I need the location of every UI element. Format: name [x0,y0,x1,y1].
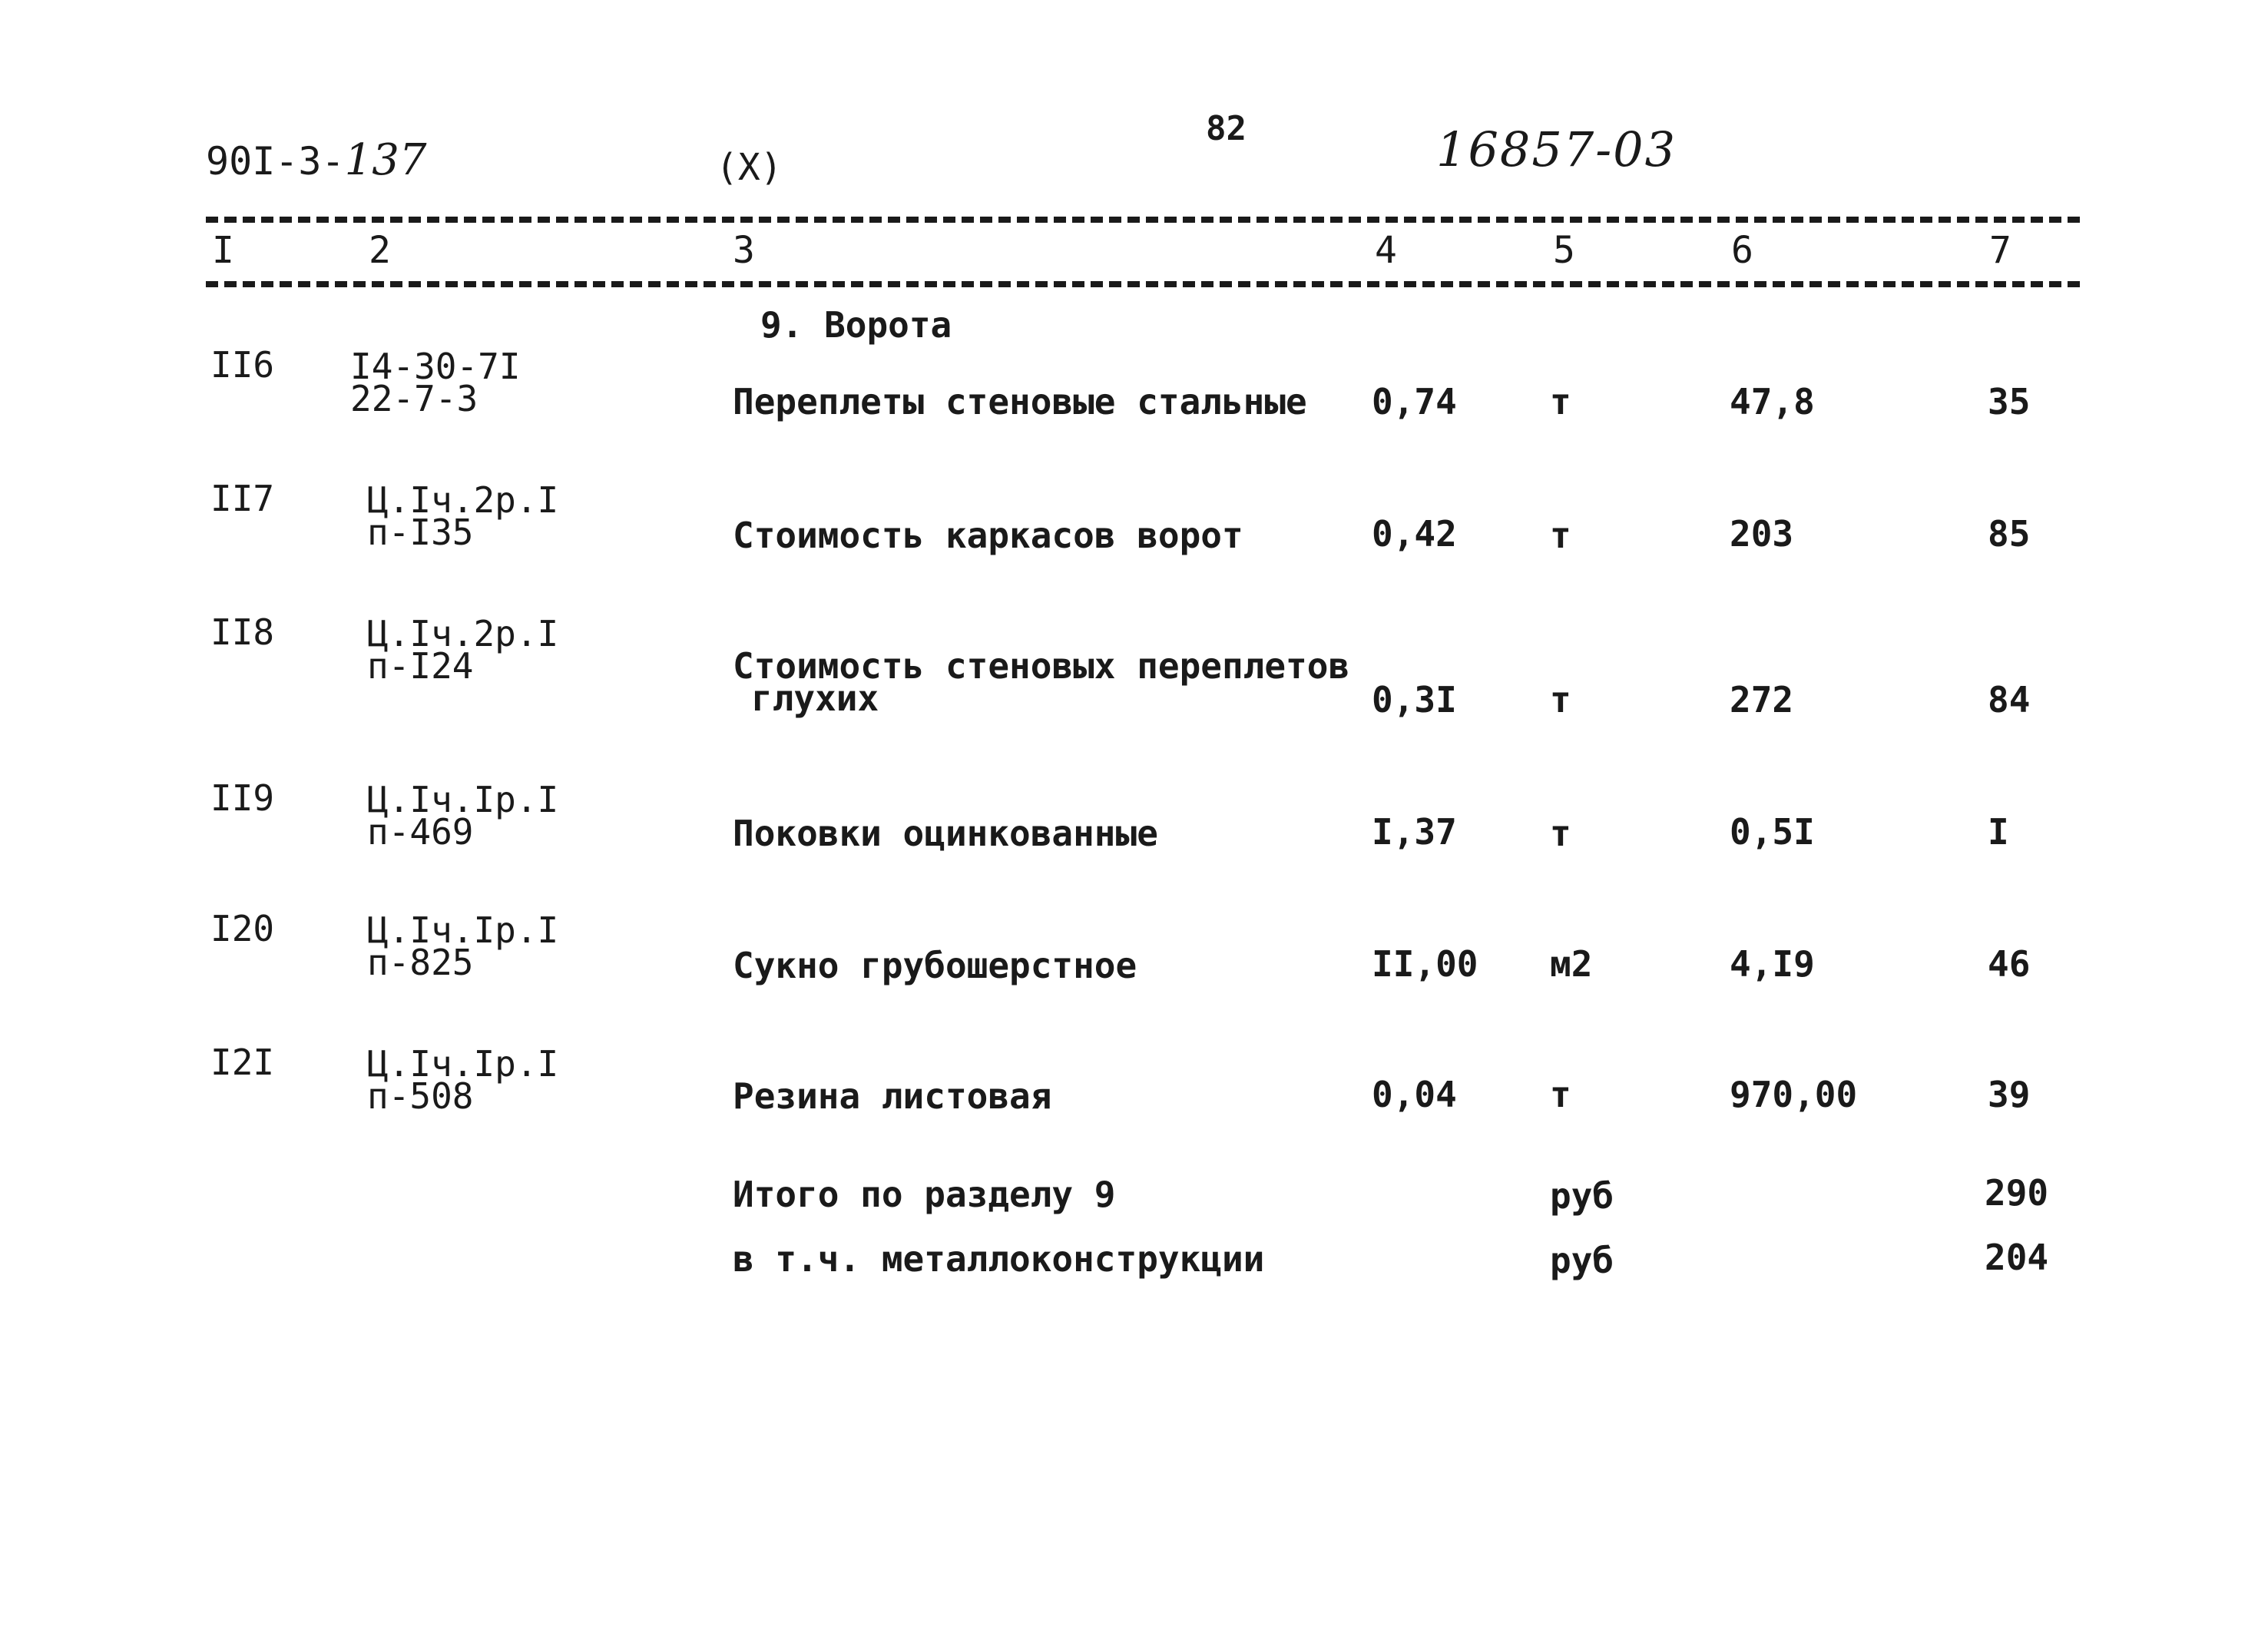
row-quantity: 0,04 [1372,1074,1457,1115]
row-unit: т [1550,515,1571,556]
row-number: II9 [210,777,275,819]
total-label: Итого по разделу 9 [733,1174,1116,1215]
row-number: II7 [210,478,275,519]
document-code-printed: 90I-3- [206,139,345,184]
dashed-rule-bottom [206,281,2080,287]
row-price: 970,00 [1730,1074,1858,1115]
row-unit: т [1550,813,1571,854]
row-number: I20 [210,908,275,949]
row-name [733,645,1350,719]
total-unit: руб [1550,1240,1614,1281]
total-unit: руб [1550,1175,1614,1217]
handwritten-number: 16857-03 [1436,121,1677,177]
row-price: 47,8 [1730,381,1815,422]
row-reference [367,909,559,983]
row-name: Поковки оцинкованные [733,813,1158,854]
column-number-2: 2 [369,229,391,272]
row-price: 4,I9 [1730,943,1815,985]
row-quantity: II,00 [1372,943,1478,985]
row-unit: м2 [1550,943,1593,985]
row-quantity: 0,74 [1372,381,1457,422]
row-cost: 84 [1988,679,2031,720]
column-number-3: 3 [733,229,755,272]
row-reference [367,779,559,853]
column-number-6: 6 [1731,229,1753,272]
row-quantity: 0,3I [1372,679,1457,720]
row-cost: 35 [1988,381,2031,422]
column-number-1: I [212,229,234,272]
row-name-line1: Стоимость стеновых переплетов [733,645,1350,687]
row-reference-line1: Ц.Iч.2р.I [367,613,559,654]
row-reference [367,479,559,553]
row-price: 0,5I [1730,811,1815,853]
row-reference-line1: I4-30-7I [350,346,521,387]
row-cost: 85 [1988,513,2031,555]
row-unit: т [1550,1074,1571,1115]
row-reference-line1: Ц.Iч.2р.I [367,479,559,521]
row-reference-line1: Ц.Iч.Iр.I [367,1043,559,1085]
column-number-5: 5 [1553,229,1575,272]
row-price: 203 [1730,513,1794,555]
row-name: Сукно грубошерстное [733,945,1137,986]
row-reference-line2: п-508 [367,1075,474,1117]
total-label: в т.ч. металлоконструкции [733,1238,1265,1280]
row-quantity: 0,42 [1372,513,1457,555]
row-name: Резина листовая [733,1075,1052,1117]
row-cost: 46 [1988,943,2031,985]
row-reference [367,1043,559,1117]
row-name-line2: глухих [751,677,879,719]
row-cost: I [1988,811,2009,853]
row-reference [350,346,521,419]
row-name: Стоимость каркасов ворот [733,515,1243,556]
row-reference-line2: 22-7-3 [350,378,478,419]
row-number: II6 [210,344,275,386]
row-unit: т [1550,381,1571,422]
row-price: 272 [1730,679,1794,720]
row-reference-line1: Ц.Iч.Iр.I [367,779,559,820]
row-name: Переплеты стеновые стальные [733,381,1307,422]
row-reference-line2: п-I35 [367,512,474,553]
row-reference [367,613,559,687]
document-code [206,135,427,185]
row-number: II8 [210,611,275,653]
section-title: 9. Ворота [760,304,952,346]
row-number: I2I [210,1042,275,1083]
document-variant: (X) [716,146,783,189]
row-unit: т [1550,679,1571,720]
total-value: 204 [1985,1237,2049,1278]
row-reference-line2: п-I24 [367,645,474,687]
dashed-rule-top [206,217,2080,223]
column-number-7: 7 [1989,229,2011,272]
row-reference-line1: Ц.Iч.Iр.I [367,909,559,951]
row-reference-line2: п-469 [367,811,474,853]
document-code-handwritten: 137 [344,135,427,185]
page-number: 82 [1206,109,1247,148]
row-quantity: I,37 [1372,811,1457,853]
row-reference-line2: п-825 [367,942,474,983]
total-value: 290 [1985,1172,2049,1214]
column-number-4: 4 [1375,229,1397,272]
row-cost: 39 [1988,1074,2031,1115]
